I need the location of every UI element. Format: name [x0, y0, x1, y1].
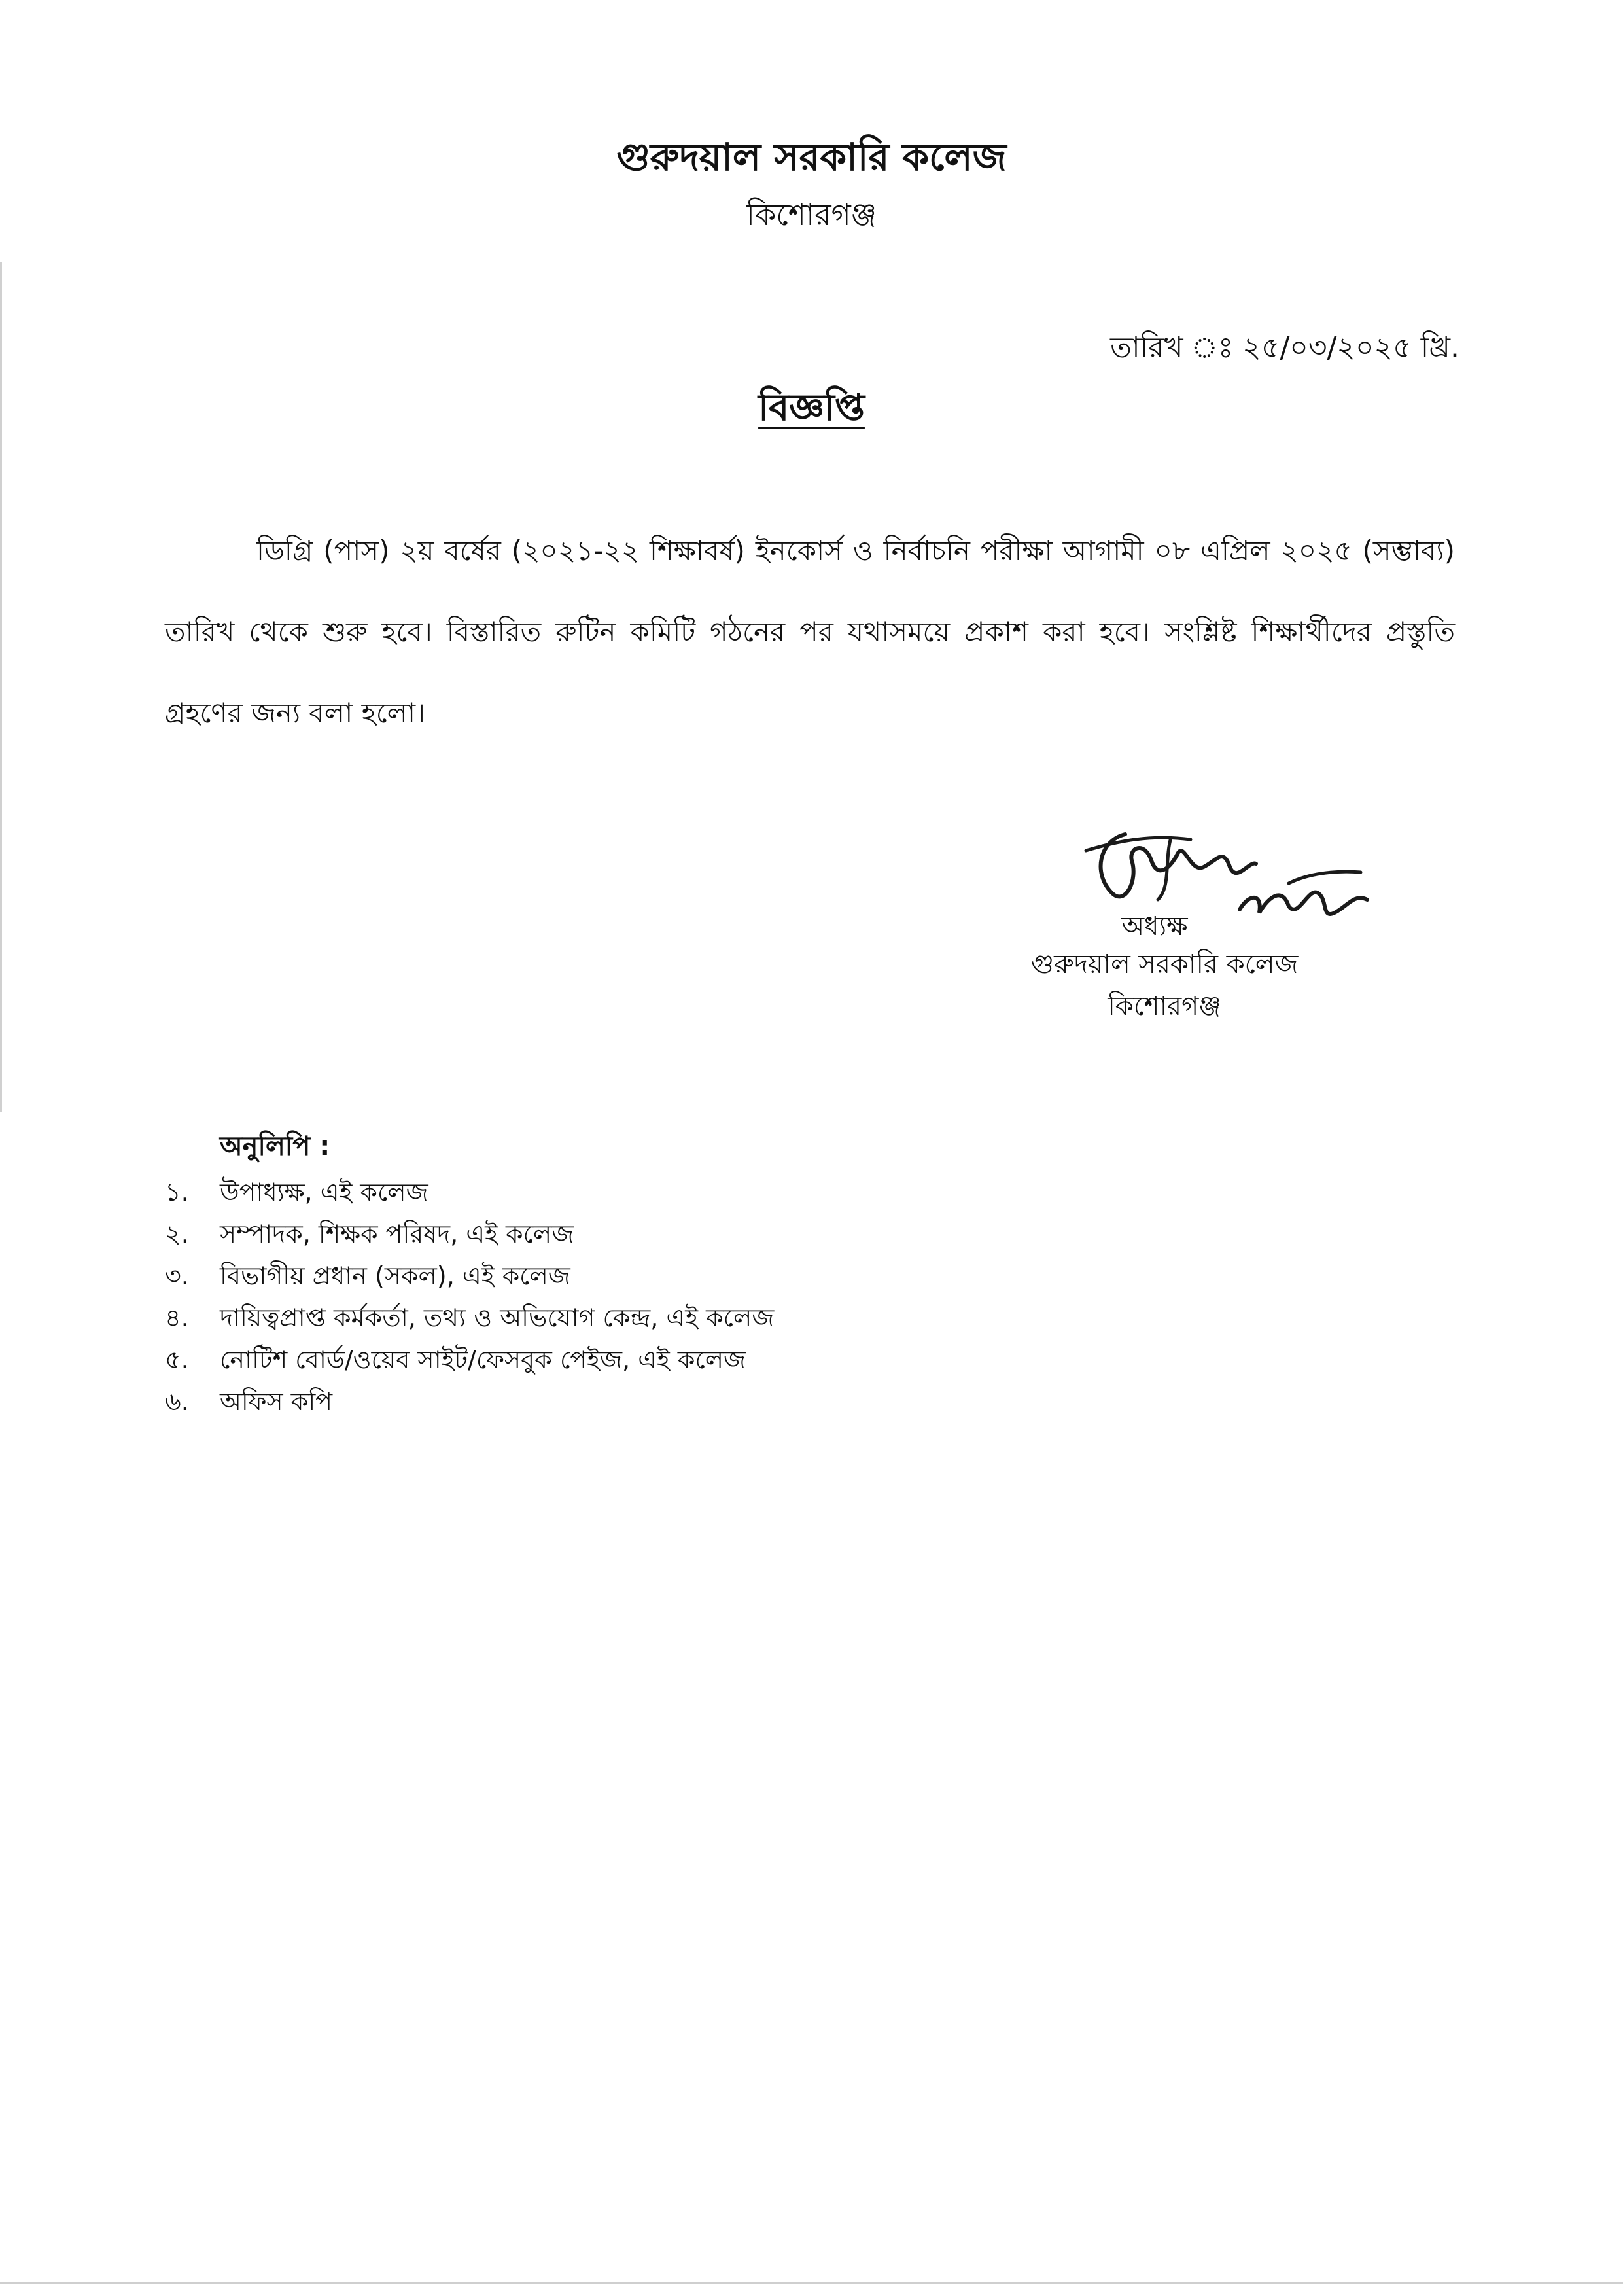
- college-name: গুরুদয়াল সরকারি কলেজ: [616, 135, 1007, 179]
- list-item-text: সম্পাদক, শিক্ষক পরিষদ, এই কলেজ: [220, 1220, 574, 1248]
- notice-title-text: বিজ্ঞপ্তি: [758, 387, 865, 429]
- copies-list: [165, 1171, 1146, 1422]
- signatory-college: গুরুদয়াল সরকারি কলেজ: [1030, 949, 1299, 980]
- list-item-number: ৩.: [165, 1262, 189, 1290]
- list-item-number: ১.: [165, 1178, 189, 1207]
- scan-edge-bottom: [0, 2282, 1623, 2284]
- list-item: [165, 1297, 1146, 1339]
- college-district: কিশোরগঞ্জ: [746, 197, 877, 232]
- signatory-district: কিশোরগঞ্জ: [1108, 991, 1221, 1021]
- list-item: [165, 1381, 1146, 1422]
- list-item: [165, 1171, 1146, 1213]
- list-item-text: দায়িত্বপ্রাপ্ত কর্মকর্তা, তথ্য ও অভিযোগ কেন্দ্র, এই কলেজ: [220, 1303, 775, 1332]
- list-item-number: ৫.: [165, 1345, 189, 1374]
- list-item-number: ৬.: [165, 1387, 189, 1416]
- list-item-number: ২.: [165, 1220, 189, 1248]
- notice-title: [0, 382, 1623, 434]
- list-item-text: বিভাগীয় প্রধান (সকল), এই কলেজ: [220, 1262, 570, 1290]
- list-item: [165, 1255, 1146, 1297]
- list-item-number: ৪.: [165, 1303, 189, 1332]
- notice-body: ডিগ্রি (পাস) ২য় বর্ষের (২০২১-২২ শিক্ষাবর্ষ) ইনকোর্স ও নির্বাচনি পরীক্ষা আগামী ০৮ এপ্রিল ২০২৫ (সম্ভাব্য) তারিখ থেকে শুরু হবে। বিস্তারিত রুটিন কমিটি গঠনের পর যথাসময়ে প্রকাশ করা হবে। সংশ্লিষ্ট শিক্ষার্থীদের প্রস্তুতি গ্রহণের জন্য বলা হলো।: [165, 535, 1455, 729]
- list-item: [165, 1339, 1146, 1381]
- notice-date: তারিখ ঃ ২৫/০৩/২০২৫ খ্রি.: [1110, 331, 1459, 364]
- signatory-title: অধ্যক্ষ: [1121, 911, 1188, 942]
- copies-heading: অনুলিপি :: [220, 1131, 330, 1161]
- list-item-text: উপাধ্যক্ষ, এই কলেজ: [220, 1178, 428, 1207]
- list-item: [165, 1213, 1146, 1255]
- list-item-text: অফিস কপি: [220, 1387, 332, 1416]
- list-item-text: নোটিশ বোর্ড/ওয়েব সাইট/ফেসবুক পেইজ, এই কলেজ: [220, 1345, 746, 1374]
